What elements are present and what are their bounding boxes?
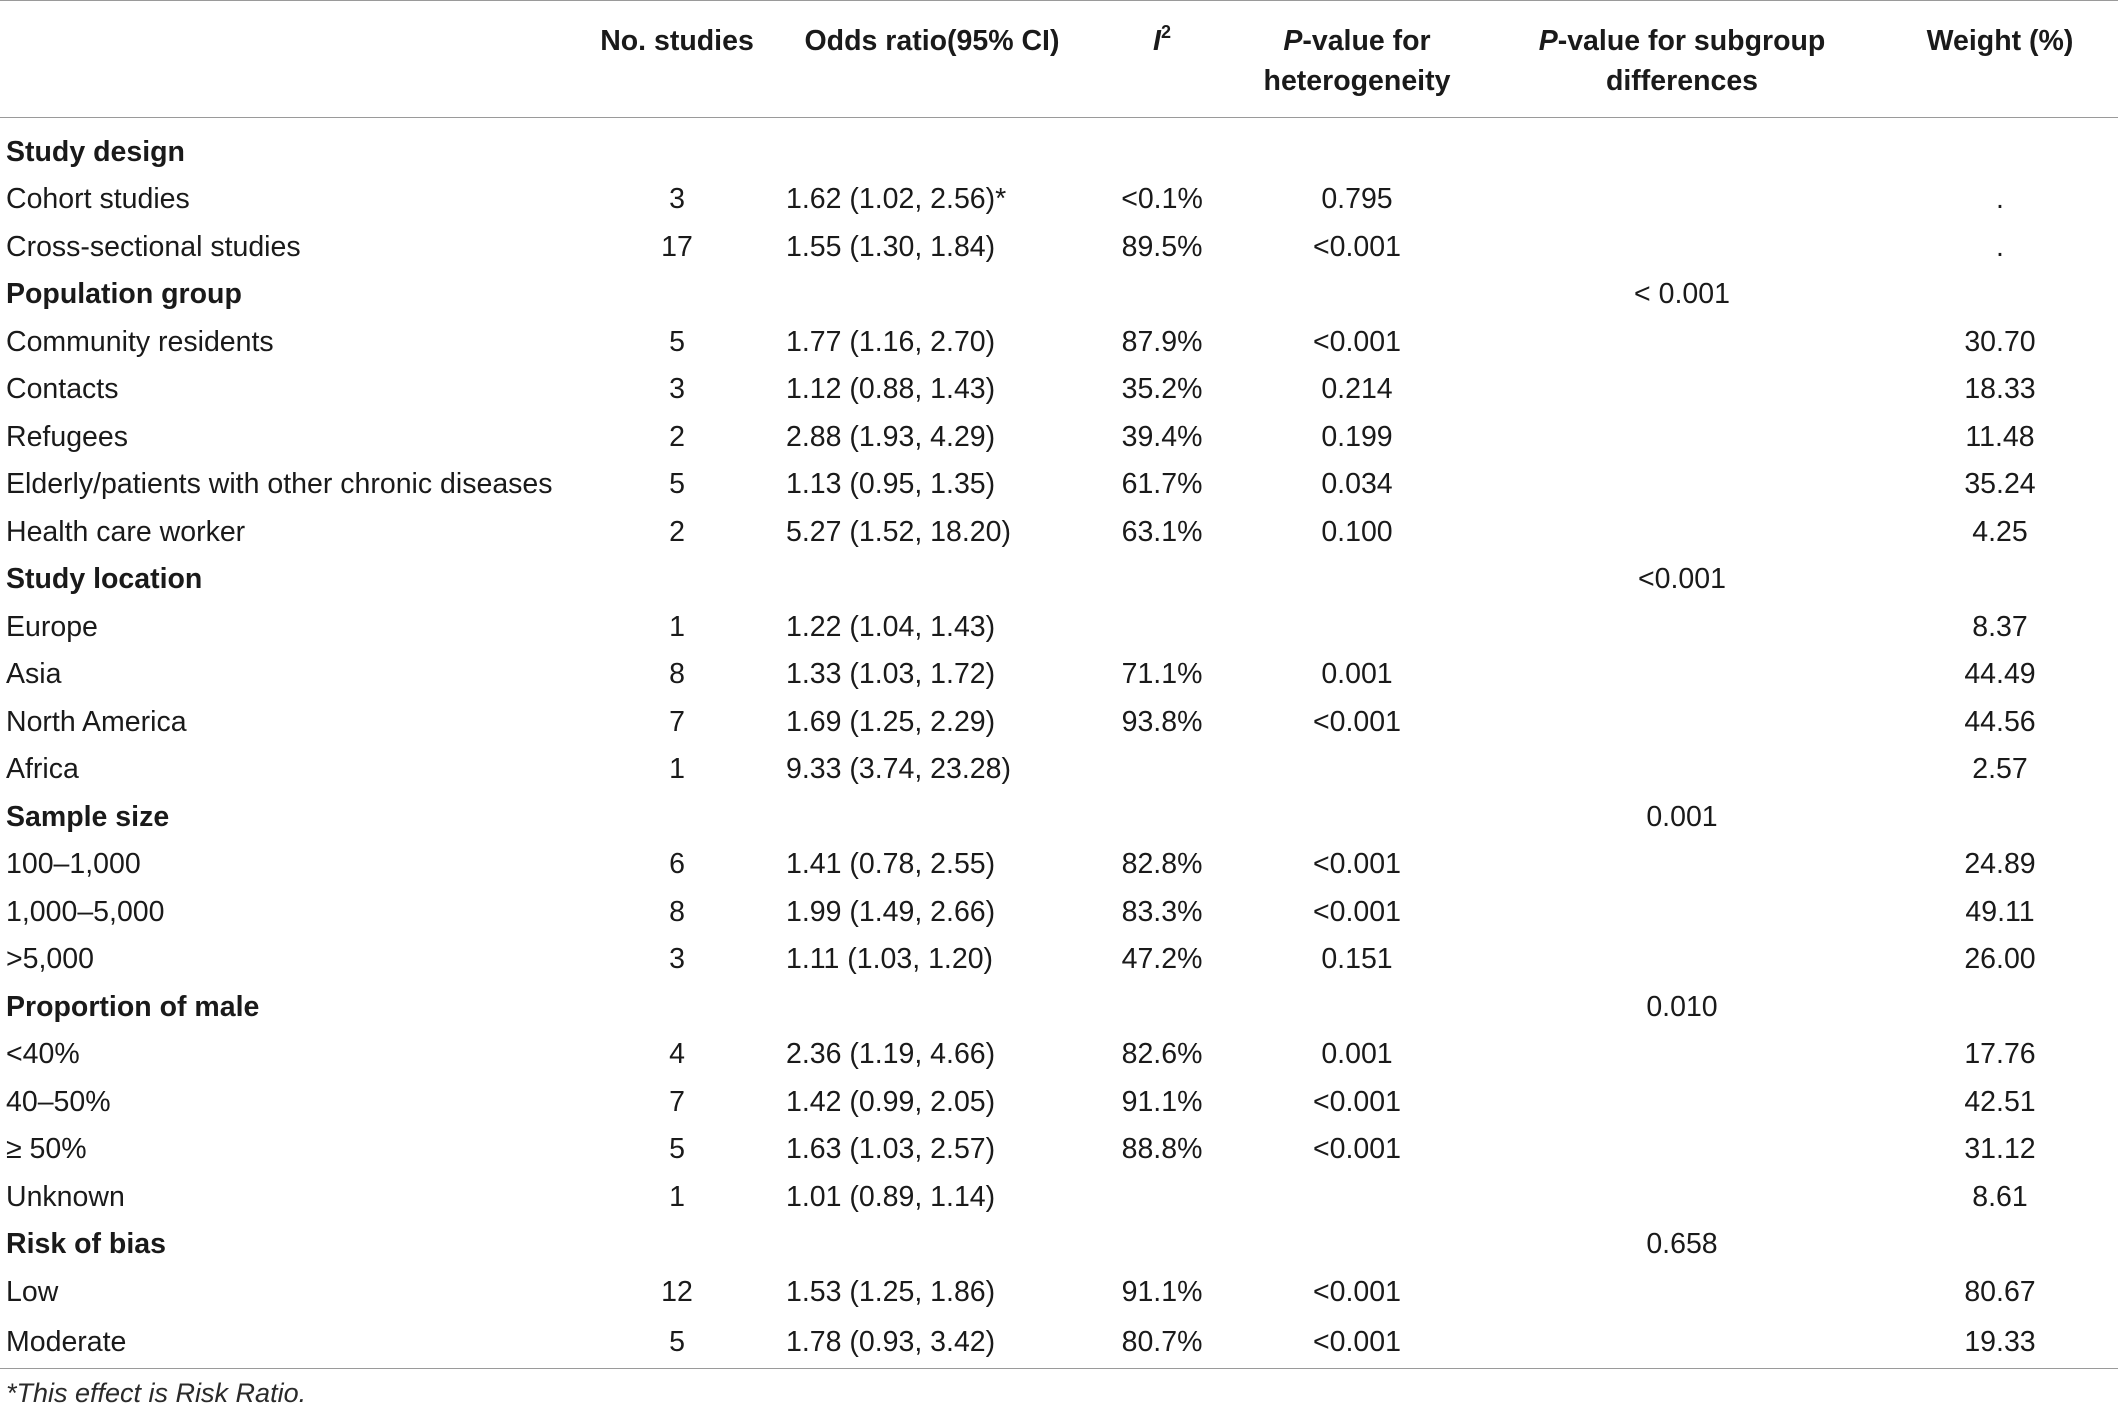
cell-p-subgroup [1482,1126,1882,1174]
header-p-sub-line1: -value for subgroup [1557,25,1826,57]
cell-p-heterogeneity: 0.100 [1321,515,1393,548]
table-row [0,366,2118,414]
cell-no-studies: 2 [669,420,685,453]
table-body [0,118,2118,1369]
table-row [0,223,2118,271]
cell-p-heterogeneity [1232,746,1482,794]
cell-i2: 91.1% [1121,1085,1203,1118]
cell-i2: 89.5% [1121,230,1203,263]
cell-label: Sample size [6,800,170,833]
cell-weight: . [1996,230,2004,263]
cell-p-subgroup [1482,651,1882,699]
cell-weight [1882,793,2118,841]
cell-no-studies: 3 [669,373,685,406]
cell-no-studies: 5 [669,468,685,501]
header-weight: Weight (%) [1882,1,2118,118]
table-row [0,1173,2118,1221]
cell-i2: 87.9% [1121,325,1203,358]
cell-label: Africa [6,753,79,786]
section-header-row [0,128,2118,176]
cell-no-studies: 4 [669,1038,685,1071]
cell-p-subgroup [1482,746,1882,794]
cell-weight [1882,128,2118,176]
cell-label: Contacts [6,373,119,406]
cell-i2 [1092,603,1232,651]
cell-weight [1882,1221,2118,1269]
cell-no-studies: 8 [669,658,685,691]
cell-no-studies: 12 [661,1275,693,1308]
cell-odds-ratio [772,793,1092,841]
cell-odds-ratio [772,128,1092,176]
cell-p-heterogeneity: <0.001 [1313,325,1401,358]
cell-label: Elderly/patients with other chronic diseases [6,468,553,501]
cell-no-studies: 8 [669,895,685,928]
cell-no-studies [582,983,772,1031]
cell-weight: 2.57 [1972,753,2028,786]
cell-p-subgroup [1482,888,1882,936]
cell-no-studies: 5 [669,325,685,358]
cell-label: Population group [6,278,242,311]
cell-label: Community residents [6,325,274,358]
cell-label: Study location [6,563,203,596]
cell-no-studies: 1 [669,753,685,786]
cell-p-heterogeneity: <0.001 [1313,895,1401,928]
cell-i2 [1092,271,1232,319]
cell-i2: <0.1% [1121,183,1203,216]
section-header-row [0,271,2118,319]
cell-weight: 42.51 [1964,1085,2036,1118]
cell-p-heterogeneity [1232,271,1482,319]
header-p-sub-line2: differences [1605,65,1759,97]
cell-i2 [1092,1173,1232,1221]
cell-label: Low [6,1275,59,1308]
cell-odds-ratio: 9.33 (3.74, 23.28) [786,753,1011,786]
cell-label: Risk of bias [6,1228,166,1261]
table-row [0,603,2118,651]
cell-odds-ratio: 1.01 (0.89, 1.14) [786,1180,996,1213]
cell-odds-ratio: 1.62 (1.02, 2.56)* [786,183,1007,216]
cell-weight [1882,271,2118,319]
cell-odds-ratio: 1.69 (1.25, 2.29) [786,705,996,738]
cell-p-heterogeneity [1232,983,1482,1031]
table-row [0,1126,2118,1174]
section-header-row [0,556,2118,604]
table-row [0,1031,2118,1079]
cell-no-studies: 3 [669,183,685,216]
table-row [0,318,2118,366]
table-row [0,888,2118,936]
cell-weight: 8.37 [1972,610,2028,643]
cell-no-studies: 3 [669,943,685,976]
cell-p-heterogeneity: <0.001 [1313,1085,1401,1118]
cell-odds-ratio: 1.55 (1.30, 1.84) [786,230,996,263]
cell-i2: 35.2% [1121,373,1203,406]
cell-p-subgroup: <0.001 [1638,563,1726,596]
cell-no-studies: 17 [661,230,693,263]
cell-odds-ratio [772,271,1092,319]
table-row [0,746,2118,794]
cell-label: Unknown [6,1180,125,1213]
cell-label: Europe [6,610,98,643]
cell-label: 1,000–5,000 [6,895,165,928]
cell-i2: 83.3% [1121,895,1203,928]
cell-i2: 63.1% [1121,515,1203,548]
cell-p-heterogeneity: <0.001 [1313,230,1401,263]
cell-p-subgroup [1482,1316,1882,1369]
cell-odds-ratio: 1.41 (0.78, 2.55) [786,848,996,881]
cell-p-subgroup [1482,841,1882,889]
cell-p-heterogeneity: 0.001 [1321,658,1393,691]
cell-p-heterogeneity [1232,556,1482,604]
cell-p-subgroup: 0.010 [1646,990,1718,1023]
cell-p-subgroup: 0.001 [1646,800,1718,833]
cell-p-heterogeneity: 0.001 [1321,1038,1393,1071]
cell-weight: 11.48 [1965,420,2035,453]
table-row [0,508,2118,556]
table-row [0,461,2118,509]
table-row [0,698,2118,746]
header-no-studies: No. studies [582,1,772,118]
table-row [0,413,2118,461]
cell-weight: 35.24 [1964,468,2036,501]
cell-p-subgroup [1482,223,1882,271]
cell-odds-ratio: 1.53 (1.25, 1.86) [786,1275,996,1308]
cell-label: Health care worker [6,515,246,548]
cell-label: Refugees [6,420,129,453]
cell-weight: 49.11 [1965,895,2035,928]
header-p-heterogeneity [1232,1,1482,118]
header-odds-ratio: Odds ratio(95% CI) [772,1,1092,118]
cell-label: >5,000 [6,943,94,976]
cell-p-subgroup [1482,1031,1882,1079]
cell-weight [1882,556,2118,604]
cell-weight: 30.70 [1964,325,2036,358]
cell-odds-ratio: 1.78 (0.93, 3.42) [772,1316,1092,1369]
cell-p-subgroup [1482,698,1882,746]
cell-odds-ratio: 1.63 (1.03, 2.57) [786,1133,996,1166]
cell-i2: 47.2% [1121,943,1203,976]
cell-odds-ratio: 5.27 (1.52, 18.20) [786,515,1011,548]
cell-p-subgroup [1482,413,1882,461]
cell-label: Moderate [0,1316,582,1369]
cell-p-heterogeneity: 0.214 [1321,373,1393,406]
section-header-row [0,983,2118,1031]
cell-i2: 39.4% [1121,420,1203,453]
cell-p-heterogeneity [1232,603,1482,651]
header-i2-letter: I [1153,25,1161,57]
table-row [0,176,2118,224]
cell-label: Study design [6,135,185,168]
cell-i2: 93.8% [1121,705,1203,738]
cell-i2 [1092,1221,1232,1269]
cell-weight: 24.89 [1964,848,2036,881]
cell-p-heterogeneity: 0.034 [1321,468,1393,501]
table-row [0,841,2118,889]
cell-i2 [1092,983,1232,1031]
cell-no-studies [582,556,772,604]
cell-label: ≥ 50% [6,1133,87,1166]
cell-weight: 19.33 [1882,1316,2118,1369]
cell-p-subgroup [1482,1078,1882,1126]
cell-weight: 17.76 [1964,1038,2036,1071]
cell-p-subgroup [1482,461,1882,509]
cell-weight: . [1996,183,2004,216]
header-p-subgroup [1482,1,1882,118]
cell-odds-ratio: 1.42 (0.99, 2.05) [786,1085,996,1118]
table-row [0,1268,2118,1316]
cell-odds-ratio: 2.36 (1.19, 4.66) [786,1038,996,1071]
cell-p-subgroup [1482,176,1882,224]
cell-label: 100–1,000 [6,848,141,881]
cell-no-studies: 7 [669,705,685,738]
section-header-row [0,793,2118,841]
table-row [0,651,2118,699]
cell-weight: 80.67 [1964,1275,2036,1308]
cell-i2: 71.1% [1121,658,1203,691]
table-header [0,1,2118,118]
cell-p-heterogeneity: <0.001 [1313,1275,1401,1308]
cell-odds-ratio: 1.11 (1.03, 1.20) [786,943,994,976]
cell-label: 40–50% [6,1085,111,1118]
cell-label: Cross-sectional studies [6,230,301,263]
cell-label: Asia [6,658,62,691]
cell-p-heterogeneity: 0.199 [1321,420,1393,453]
cell-i2: 80.7% [1092,1316,1232,1369]
cell-p-subgroup [1482,936,1882,984]
cell-p-heterogeneity: <0.001 [1313,705,1401,738]
cell-label: Proportion of male [6,990,260,1023]
cell-no-studies: 1 [669,610,685,643]
cell-odds-ratio: 1.22 (1.04, 1.43) [786,610,996,643]
header-p-het-line1: -value for [1302,25,1431,57]
cell-odds-ratio: 1.77 (1.16, 2.70) [786,325,996,358]
cell-label: Cohort studies [6,183,190,216]
cell-odds-ratio: 1.33 (1.03, 1.72) [786,658,996,691]
cell-odds-ratio: 2.88 (1.93, 4.29) [786,420,996,453]
cell-weight: 18.33 [1964,373,2036,406]
cell-p-subgroup [1482,1268,1882,1316]
cell-p-subgroup [1482,128,1882,176]
cell-odds-ratio: 1.99 (1.49, 2.66) [786,895,996,928]
cell-p-heterogeneity [1232,1221,1482,1269]
cell-odds-ratio [772,1221,1092,1269]
cell-weight: 31.12 [1964,1133,2036,1166]
cell-no-studies: 6 [669,848,685,881]
cell-i2: 82.6% [1121,1038,1203,1071]
cell-weight: 8.61 [1972,1180,2028,1213]
header-p-het-italic: P [1283,25,1303,57]
cell-no-studies [582,271,772,319]
table-row [0,936,2118,984]
cell-i2: 88.8% [1121,1133,1203,1166]
cell-p-heterogeneity [1232,128,1482,176]
cell-p-heterogeneity: 0.795 [1321,183,1393,216]
cell-no-studies [582,128,772,176]
cell-i2 [1092,556,1232,604]
table-row [0,1078,2118,1126]
section-header-row [0,1221,2118,1269]
cell-label: <40% [6,1038,80,1071]
cell-no-studies [582,793,772,841]
cell-p-subgroup [1482,366,1882,414]
header-i2-superscript: 2 [1160,21,1171,42]
header-row [0,1,2118,118]
cell-i2: 82.8% [1121,848,1203,881]
table-row [0,1316,2118,1369]
spacer-row [0,118,2118,129]
cell-p-subgroup [1482,1173,1882,1221]
cell-no-studies: 5 [582,1316,772,1369]
header-p-het-line2: heterogeneity [1263,65,1451,97]
header-label [0,1,582,118]
header-p-sub-italic: P [1538,25,1558,57]
cell-odds-ratio [772,556,1092,604]
cell-no-studies: 7 [669,1085,685,1118]
cell-p-subgroup: < 0.001 [1634,278,1730,311]
cell-p-subgroup [1482,318,1882,366]
cell-p-heterogeneity: <0.001 [1313,848,1401,881]
cell-odds-ratio: 1.13 (0.95, 1.35) [786,468,996,501]
cell-weight: 4.25 [1972,515,2028,548]
cell-weight: 44.56 [1964,705,2036,738]
cell-label: North America [6,705,187,738]
cell-i2: 91.1% [1121,1275,1203,1308]
cell-odds-ratio [772,983,1092,1031]
cell-weight: 44.49 [1964,658,2036,691]
cell-weight: 26.00 [1964,943,2036,976]
cell-i2 [1092,793,1232,841]
cell-p-heterogeneity: <0.001 [1313,1133,1401,1166]
table-footnote: *This effect is Risk Ratio. [6,1378,307,1408]
cell-i2 [1092,746,1232,794]
cell-p-subgroup [1482,603,1882,651]
cell-p-subgroup [1482,508,1882,556]
cell-p-subgroup: 0.658 [1646,1228,1718,1261]
cell-p-heterogeneity [1232,1173,1482,1221]
cell-no-studies: 2 [669,515,685,548]
cell-no-studies [582,1221,772,1269]
cell-odds-ratio: 1.12 (0.88, 1.43) [786,373,996,406]
cell-no-studies: 5 [669,1133,685,1166]
cell-i2 [1092,128,1232,176]
spacer-cell [0,118,2118,129]
cell-i2: 61.7% [1121,468,1203,501]
cell-weight [1882,983,2118,1031]
cell-no-studies: 1 [669,1180,685,1213]
cell-p-heterogeneity [1232,793,1482,841]
cell-p-heterogeneity: <0.001 [1232,1316,1482,1369]
cell-p-heterogeneity: 0.151 [1321,943,1393,976]
header-i2 [1092,1,1232,118]
